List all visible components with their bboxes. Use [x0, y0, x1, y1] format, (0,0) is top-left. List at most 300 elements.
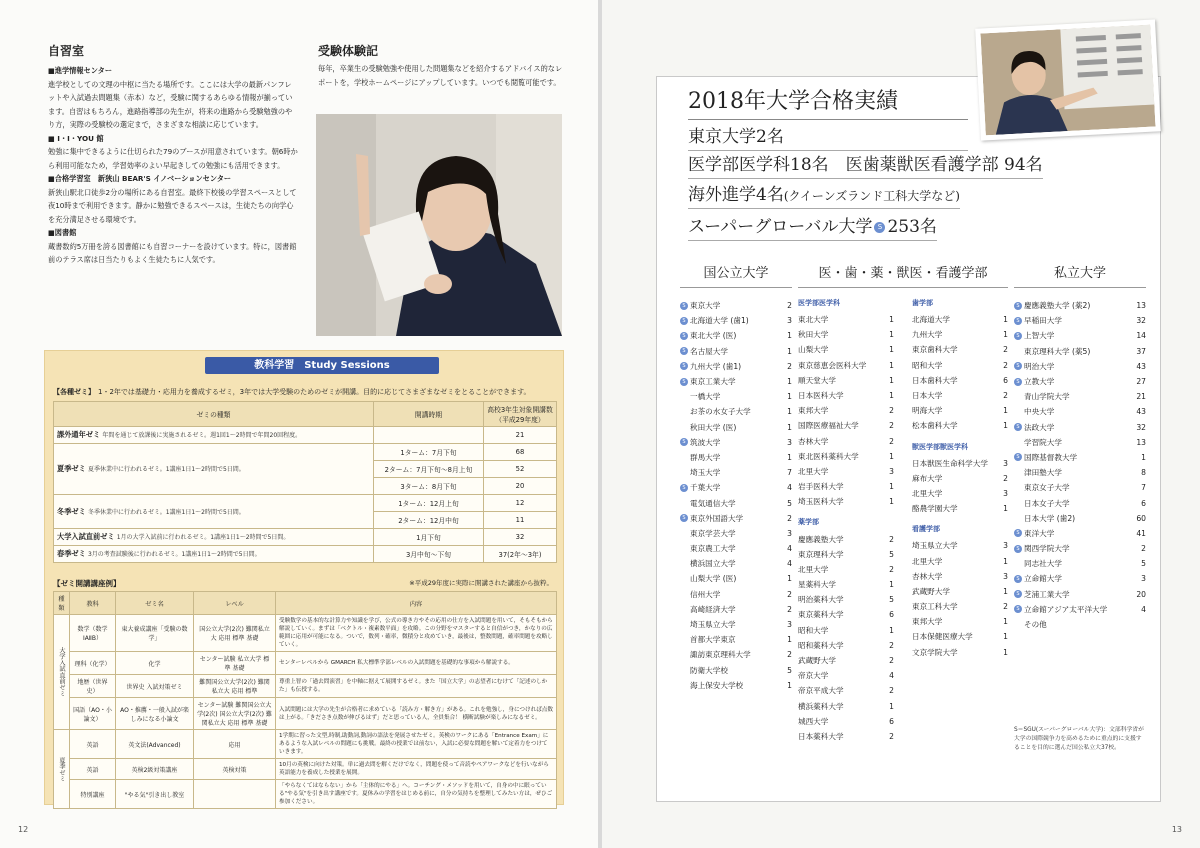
univ-name: 明治大学: [1024, 361, 1055, 371]
result-line: [688, 150, 1043, 179]
univ-count: 1: [1003, 406, 1008, 416]
univ-count: 1: [889, 580, 894, 590]
student-reading-photo: [316, 114, 562, 336]
list-item: [798, 388, 894, 403]
univ-name: 中央大学: [1024, 407, 1055, 417]
sgu-mark-icon: S: [1014, 362, 1022, 370]
examples-heading: 【ゼミ開講講座例】: [53, 579, 121, 588]
example-subject: 国語（AO・小論文）: [70, 698, 116, 730]
sgu-mark-icon: [1014, 438, 1022, 446]
univ-name: 東京歯科大学: [912, 345, 958, 355]
result-text: スーパーグローバル大学: [688, 217, 873, 237]
faculty-category: 薬学部: [798, 518, 819, 527]
list-item: [912, 599, 1008, 614]
sgu-mark-icon: [680, 636, 688, 644]
section-text: 進学校としての文理の中枢に当たる場所です。ここには大学の最新パンフレットや入試過去問題集（赤本）など，受験に関するあらゆる情報が揃っています。自習はもちろん，進路指導部の先生が，将来の進路から受験勉強のやり方，実際の受験校の選定まで，さまざまな相談に応じています。: [48, 79, 293, 129]
univ-name: 早稲田大学: [1024, 316, 1062, 326]
list-item: [680, 495, 792, 510]
column-header: 国公立大学: [680, 262, 792, 288]
univ-name-wrap: [680, 422, 736, 433]
univ-count: 6: [889, 610, 894, 620]
univ-name-wrap: [680, 467, 720, 478]
univ-name-wrap: [798, 436, 828, 447]
univ-name-wrap: [1014, 467, 1062, 478]
sgu-mark-icon: [1014, 560, 1022, 568]
list-item: [680, 359, 792, 374]
univ-name: 埼玉大学: [690, 468, 721, 478]
univ-count: 2: [889, 564, 894, 574]
univ-name-wrap: [680, 665, 728, 676]
student-photo: [975, 19, 1161, 140]
zemi-name: 課外通年ゼミ: [57, 430, 101, 439]
univ-name: 学習院大学: [1024, 437, 1062, 447]
univ-name: 東邦大学: [912, 617, 943, 627]
list-item: [798, 668, 894, 683]
exam-report-title: 受験体験記: [318, 44, 379, 58]
univ-count: 1: [787, 680, 792, 690]
univ-count: 41: [1136, 528, 1146, 538]
univ-count: 20: [1136, 589, 1146, 599]
univ-list: [1014, 298, 1146, 632]
univ-count: 1: [787, 422, 792, 432]
col-header: ゼミ名: [116, 592, 194, 615]
list-item: [680, 374, 792, 389]
zemi-name: 夏季ゼミ: [57, 464, 86, 473]
univ-name: 立命館アジア太平洋大学: [1024, 604, 1108, 614]
list-item: [912, 358, 1008, 373]
sgu-mark-icon: S: [680, 514, 688, 522]
univ-count: 2: [889, 731, 894, 741]
univ-name: 関西学院大学: [1024, 544, 1070, 554]
univ-name-wrap: [912, 556, 942, 567]
univ-name-wrap: [680, 604, 736, 615]
univ-count: 7: [787, 468, 792, 478]
list-item: [680, 602, 792, 617]
example-zemi: 東大養成講座「受験の数学」: [116, 615, 194, 652]
sgu-mark-icon: [680, 560, 688, 568]
zemi-period: 1月下旬: [374, 529, 484, 546]
univ-count: 4: [787, 483, 792, 493]
zemi-period: 1ターム：12月上旬: [374, 495, 484, 512]
list-item: [1014, 602, 1146, 617]
list-item: [798, 531, 894, 546]
univ-name: 信州大学: [690, 589, 721, 599]
list-item: [680, 450, 792, 465]
univ-name: 同志社大学: [1024, 559, 1062, 569]
univ-name-wrap: [1014, 558, 1062, 569]
univ-name-wrap: [798, 314, 828, 325]
table-row: [54, 495, 557, 512]
univ-name: 九州大学: [912, 330, 943, 340]
univ-count: 3: [787, 316, 792, 326]
univ-name: 青山学院大学: [1024, 392, 1070, 402]
univ-name-wrap: [798, 731, 844, 742]
univ-count: 1: [787, 635, 792, 645]
univ-name: 東京学芸大学: [690, 528, 736, 538]
zemi-period: 3ターム：8月下旬: [374, 478, 484, 495]
zemi-desc: 1月の大学入試前に行われるゼミ。1講座1日1〜2時間で5日間。: [116, 534, 290, 541]
univ-count: 1: [1003, 586, 1008, 596]
zemi-intro: [53, 387, 558, 397]
univ-name-wrap: [680, 649, 751, 660]
univ-name: 日本獣医生命科学大学: [912, 458, 988, 468]
univ-count: 2: [787, 513, 792, 523]
medical-subcolumn-b: [912, 298, 1008, 744]
examples-note: ※平成29年度に実際に開講された講座から抜粋。: [409, 579, 553, 587]
list-item: [1014, 480, 1146, 495]
sgu-mark-icon: S: [1014, 545, 1022, 553]
univ-count: 5: [889, 549, 894, 559]
zemi-count: 32: [484, 529, 557, 546]
zemi-count: 52: [484, 461, 557, 478]
univ-count: 1: [889, 391, 894, 401]
univ-name: 岩手医科大学: [798, 482, 844, 492]
medical-subcolumns: [798, 298, 1008, 744]
univ-name-wrap: [798, 640, 844, 651]
zemi-period: 2ターム：7月下旬〜8月上旬: [374, 461, 484, 478]
univ-name: 東京慈恵会医科大学: [798, 360, 867, 370]
list-item: [798, 403, 894, 418]
section-head: ■図書館: [48, 228, 77, 237]
univ-name-wrap: [798, 564, 828, 575]
univ-count: 6: [1003, 375, 1008, 385]
example-level: 英検対策: [194, 759, 276, 780]
list-item: [1014, 435, 1146, 450]
zemi-cell: [54, 444, 374, 495]
univ-name-wrap: [798, 390, 844, 401]
univ-count: 2: [787, 604, 792, 614]
univ-name: 名古屋大学: [690, 346, 728, 356]
sgu-mark-icon: [1014, 514, 1022, 522]
univ-count: 43: [1136, 407, 1146, 417]
list-item: [1014, 571, 1146, 586]
univ-count: 4: [787, 559, 792, 569]
univ-name: 津田塾大学: [1024, 468, 1062, 478]
list-item: [680, 571, 792, 586]
univ-count: 8: [1141, 468, 1146, 478]
list-item: [680, 556, 792, 571]
list-item: [1014, 298, 1146, 313]
table-row: [54, 675, 557, 698]
list-item: [912, 584, 1008, 599]
univ-count: 3: [787, 620, 792, 630]
univ-name: 文京学院大学: [912, 647, 958, 657]
univ-name: 法政大学: [1024, 422, 1055, 432]
univ-count: 13: [1136, 437, 1146, 447]
univ-list: [798, 312, 894, 509]
univ-name-wrap: [1014, 391, 1070, 402]
univ-name-wrap: [798, 609, 844, 620]
univ-name-wrap: [1014, 619, 1047, 630]
medical-column: [798, 262, 1008, 744]
univ-name: 麻布大学: [912, 473, 943, 483]
sgu-mark-icon: [680, 605, 688, 613]
univ-count: 14: [1136, 331, 1146, 341]
list-item: [912, 471, 1008, 486]
univ-name-wrap: [912, 571, 942, 582]
list-item: [680, 617, 792, 632]
zemi-period: 1ターム：7月下旬: [374, 444, 484, 461]
univ-name: 帝京平成大学: [798, 686, 844, 696]
univ-count: 32: [1136, 316, 1146, 326]
table-row: [54, 652, 557, 675]
univ-name-wrap: [1014, 543, 1070, 554]
univ-count: 1: [1003, 504, 1008, 514]
univ-name-wrap: [912, 473, 942, 484]
univ-count: 1: [889, 625, 894, 635]
sgu-mark-icon: S: [680, 378, 688, 386]
list-item: [798, 653, 894, 668]
list-item: [680, 389, 792, 404]
univ-name: 昭和薬科大学: [798, 640, 844, 650]
univ-name: 国際基督教大学: [1024, 452, 1078, 462]
sgu-mark-icon: S: [680, 438, 688, 446]
list-item: [680, 511, 792, 526]
univ-name-wrap: [798, 579, 836, 590]
list-item: [798, 623, 894, 638]
univ-name: 海上保安大学校: [690, 680, 744, 690]
univ-name-wrap: [680, 346, 728, 357]
list-item: [1014, 526, 1146, 541]
example-level: 応用: [194, 730, 276, 759]
univ-name-wrap: [1014, 346, 1090, 357]
univ-count: 3: [787, 437, 792, 447]
univ-count: 1: [889, 360, 894, 370]
list-item: [912, 342, 1008, 357]
univ-name-wrap: [1014, 513, 1075, 524]
example-subject: 理科（化学）: [70, 652, 116, 675]
univ-name-wrap: [912, 631, 973, 642]
univ-count: 1: [787, 331, 792, 341]
univ-count: 13: [1136, 301, 1146, 311]
sgu-mark-icon: [680, 408, 688, 416]
univ-count: 1: [889, 315, 894, 325]
univ-name: 埼玉医科大学: [798, 497, 844, 507]
result-line: [688, 180, 960, 209]
list-item: [912, 373, 1008, 388]
list-item: [680, 647, 792, 662]
univ-count: 1: [787, 346, 792, 356]
sgu-mark-icon: S: [1014, 590, 1022, 598]
example-group: 大学入試直前ゼミ: [54, 615, 70, 730]
univ-count: 6: [889, 716, 894, 726]
example-content: センターレベルから GMARCH 私大標準学部レベルの入試問題を基礎的な事項から解説する。: [276, 652, 557, 675]
univ-name: 千葉大学: [690, 483, 721, 493]
zemi-examples-table: [53, 591, 557, 809]
col-header: レベル: [194, 592, 276, 615]
univ-name: 東京外国語大学: [690, 513, 744, 523]
col-header: ゼミの種類: [54, 402, 374, 427]
univ-name-wrap: [798, 685, 844, 696]
sgu-mark-icon: S: [1014, 575, 1022, 583]
list-item: [680, 435, 792, 450]
sgu-mark-icon: [680, 681, 688, 689]
univ-count: 1: [1003, 617, 1008, 627]
univ-name-wrap: [680, 543, 736, 554]
univ-name: 昭和大学: [912, 360, 943, 370]
univ-name-wrap: [912, 360, 942, 371]
univ-name: 東京理科大学: [798, 549, 844, 559]
univ-name: 横浜薬科大学: [798, 701, 844, 711]
univ-name-wrap: [912, 488, 942, 499]
zemi-cell: [54, 529, 374, 546]
example-content: 尊重上智の「過去問演習」を中軸に据えて展開するゼミ。また「国立大学」の志望者にむけて「記述のしかた」も伝授する。: [276, 675, 557, 698]
list-item: [1014, 495, 1146, 510]
sgu-mark-icon: [1014, 347, 1022, 355]
sgu-mark-icon: S: [680, 347, 688, 355]
univ-count: 1: [1003, 315, 1008, 325]
univ-name: 帝京大学: [798, 671, 829, 681]
list-item: [1014, 450, 1146, 465]
sgu-mark-icon: [680, 575, 688, 583]
list-item: [912, 486, 1008, 501]
univ-count: 2: [787, 650, 792, 660]
univ-name-wrap: [798, 344, 828, 355]
univ-name-wrap: [680, 437, 720, 448]
zemi-desc: 3月の考査試験後に行われるゼミ。1講座1日1〜2時間で5日間。: [87, 551, 261, 558]
zemi-period: 2ターム：12月中旬: [374, 512, 484, 529]
univ-count: 4: [889, 671, 894, 681]
list-item: [912, 553, 1008, 568]
univ-name-wrap: [912, 458, 988, 469]
list-item: [680, 480, 792, 495]
univ-name: 北里大学: [912, 556, 943, 566]
list-item: [798, 464, 894, 479]
list-item: [1014, 617, 1146, 632]
list-item: [680, 526, 792, 541]
univ-count: 1: [1003, 647, 1008, 657]
result-text: 東京大学2名: [688, 127, 784, 147]
table-row: [54, 546, 557, 563]
result-line: [688, 212, 937, 241]
univ-name: 昭和大学: [798, 625, 829, 635]
univ-name: 日本大学 (歯2): [1024, 513, 1076, 523]
table-row: [54, 759, 557, 780]
univ-name: お茶の水女子大学: [690, 407, 751, 417]
page-number: 12: [18, 825, 29, 834]
univ-name-wrap: [798, 655, 836, 666]
univ-name-wrap: [1014, 300, 1090, 311]
univ-name-wrap: [680, 619, 736, 630]
univ-name-wrap: [1014, 573, 1062, 584]
sgu-mark-icon: [680, 545, 688, 553]
univ-name: 立命館大学: [1024, 574, 1062, 584]
univ-count: 2: [787, 361, 792, 371]
univ-name-wrap: [680, 482, 720, 493]
zemi-period: [374, 427, 484, 444]
univ-name-wrap: [1014, 315, 1062, 326]
univ-name-wrap: [1014, 452, 1077, 463]
section-text: 蔵書数約5万冊を誇る図書館にも自習コーナーを設けています。特に，図書館前のテラス席は日当たりもよく生徒たちに人気です。: [48, 241, 297, 264]
univ-name-wrap: [912, 375, 958, 386]
example-level: センター試験 私立大学 標準 基礎: [194, 652, 276, 675]
univ-name-wrap: [798, 329, 828, 340]
column-header: 医・歯・薬・獣医・看護学部: [798, 262, 1008, 288]
univ-name-wrap: [798, 625, 828, 636]
list-item: [1014, 374, 1146, 389]
sgu-mark-icon: S: [680, 317, 688, 325]
univ-count: 3: [1141, 574, 1146, 584]
univ-name: 埼玉県立大学: [912, 541, 958, 551]
univ-count: 2: [889, 534, 894, 544]
univ-name-wrap: [1014, 482, 1070, 493]
section-text: 新狭山駅北口徒歩2分の場所にある自習室。最終下校後の学習スペースとして夜10時まで利用できます。静かに勉強できるスペースは，生徒たちの向学心を充分満足させる環境です。: [48, 187, 297, 224]
univ-name: 日本女子大学: [1024, 498, 1070, 508]
univ-name-wrap: [912, 601, 958, 612]
example-zemi: 英文法(Advanced): [116, 730, 194, 759]
univ-name-wrap: [1014, 406, 1054, 417]
univ-count: 1: [787, 574, 792, 584]
list-item: [798, 327, 894, 342]
univ-count: 7: [1141, 483, 1146, 493]
example-subject: 英語: [70, 759, 116, 780]
univ-count: 5: [787, 498, 792, 508]
univ-name-wrap: [680, 300, 720, 311]
univ-count: 6: [1141, 498, 1146, 508]
list-item: [798, 418, 894, 433]
example-zemi: AO・推薦・一般入試が楽しみになる小論文: [116, 698, 194, 730]
list-item: [1014, 511, 1146, 526]
list-item: [680, 541, 792, 556]
sgu-mark-icon: S: [1014, 529, 1022, 537]
univ-name: 一橋大学: [690, 392, 721, 402]
univ-name-wrap: [680, 452, 720, 463]
univ-count: 3: [1003, 541, 1008, 551]
list-item: [680, 663, 792, 678]
univ-name-wrap: [912, 540, 958, 551]
univ-name-wrap: [912, 503, 958, 514]
table-row: [54, 730, 557, 759]
univ-count: 2: [889, 421, 894, 431]
example-subject: 英語: [70, 730, 116, 759]
example-level: 難関国公立大学(2次) 難関私立大 応用 標準: [194, 675, 276, 698]
univ-name: 東北大学 (医): [690, 331, 737, 341]
univ-name: 横浜国立大学: [690, 559, 736, 569]
list-item: [912, 501, 1008, 516]
list-item: [798, 449, 894, 464]
univ-name-wrap: [798, 496, 844, 507]
univ-name-wrap: [1014, 376, 1054, 387]
list-item: [798, 373, 894, 388]
univ-name: 秋田大学: [798, 330, 829, 340]
result-text: 医学部医学科18名 医歯薬獣医看護学部 94名: [688, 155, 1043, 175]
column-header: 私立大学: [1014, 262, 1146, 288]
list-item: [912, 645, 1008, 660]
univ-name: 九州大学 (歯1): [690, 361, 742, 371]
univ-name-wrap: [912, 420, 958, 431]
univ-name-wrap: [798, 451, 859, 462]
list-item: [1014, 389, 1146, 404]
univ-count: 1: [889, 375, 894, 385]
univ-name: 国際医療福祉大学: [798, 421, 859, 431]
list-item: [912, 418, 1008, 433]
univ-name: 東京大学: [690, 301, 721, 311]
univ-name: 武蔵野大学: [912, 586, 950, 596]
univ-count: 2: [1003, 360, 1008, 370]
zemi-intro-head: 【各種ゼミ】: [53, 388, 95, 396]
result-line: [688, 122, 968, 151]
list-item: [798, 312, 894, 327]
national-univ-column: [680, 262, 792, 693]
univ-count: 2: [1003, 391, 1008, 401]
table-row: [54, 780, 557, 809]
univ-count: 3: [1003, 488, 1008, 498]
univ-name: 芝浦工業大学: [1024, 589, 1070, 599]
list-item: [680, 328, 792, 343]
col-header: 種類: [54, 592, 70, 615]
univ-name-wrap: [1014, 422, 1054, 433]
univ-name: 北里大学: [798, 564, 829, 574]
